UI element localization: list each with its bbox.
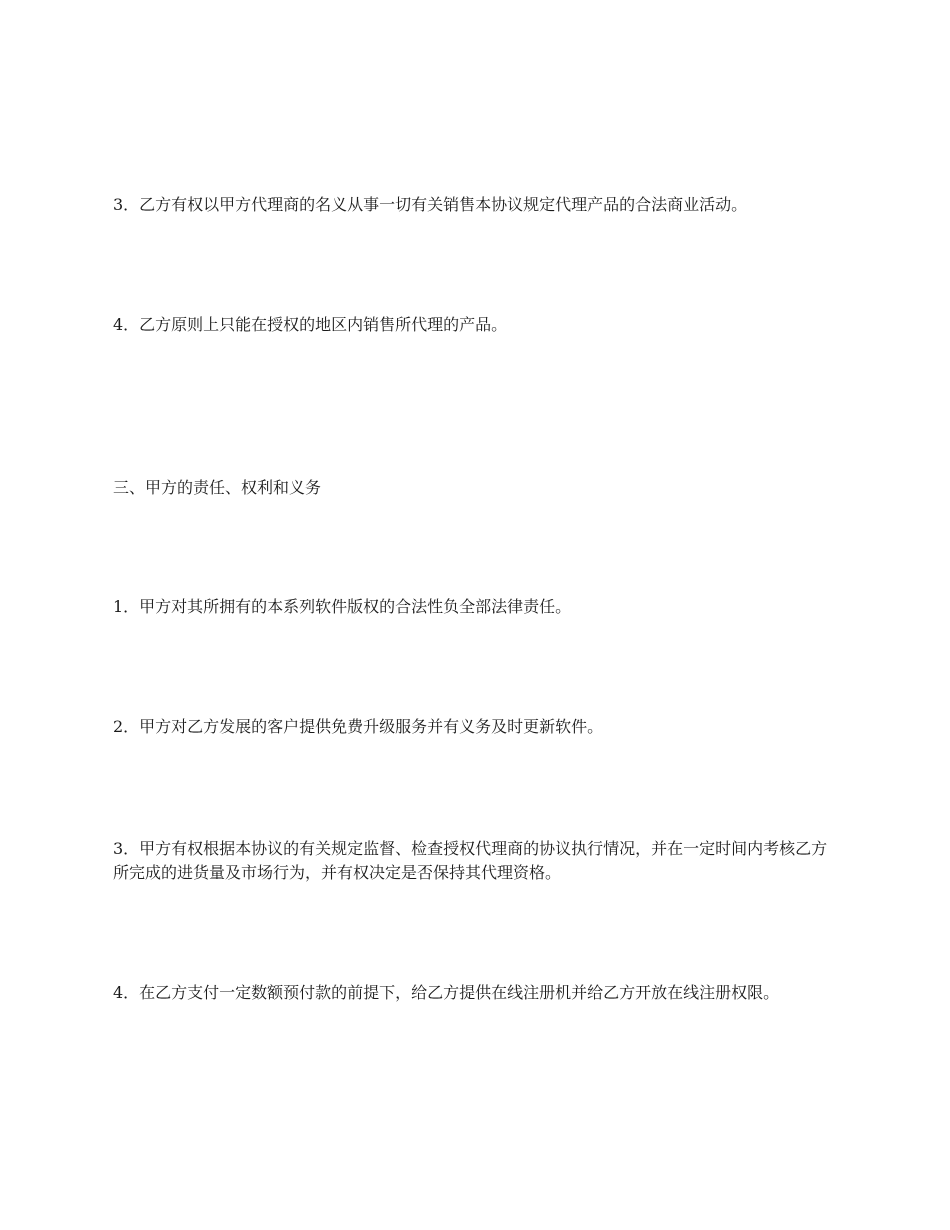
clause-party-a-1: 1．甲方对其所拥有的本系列软件版权的合法性负全部法律责任。 [113,597,572,616]
clause-party-a-4: 4．在乙方支付一定数额预付款的前提下，给乙方提供在线注册机并给乙方开放在线注册权限。 [113,983,780,1002]
clause-party-a-2: 2．甲方对乙方发展的客户提供免费升级服务并有义务及时更新软件。 [113,717,604,736]
clause-party-a-3: 3．甲方有权根据本协议的有关规定监督、检查授权代理商的协议执行情况，并在一定时间内考核乙方所完成的进货量及市场行为，并有权决定是否保持其代理资格。 [113,839,828,882]
section-heading-party-a: 三、甲方的责任、权利和义务 [113,478,322,497]
clause-party-b-4: 4．乙方原则上只能在授权的地区内销售所代理的产品。 [113,315,508,334]
clause-party-b-3: 3．乙方有权以甲方代理商的名义从事一切有关销售本协议规定代理产品的合法商业活动。 [113,195,748,214]
